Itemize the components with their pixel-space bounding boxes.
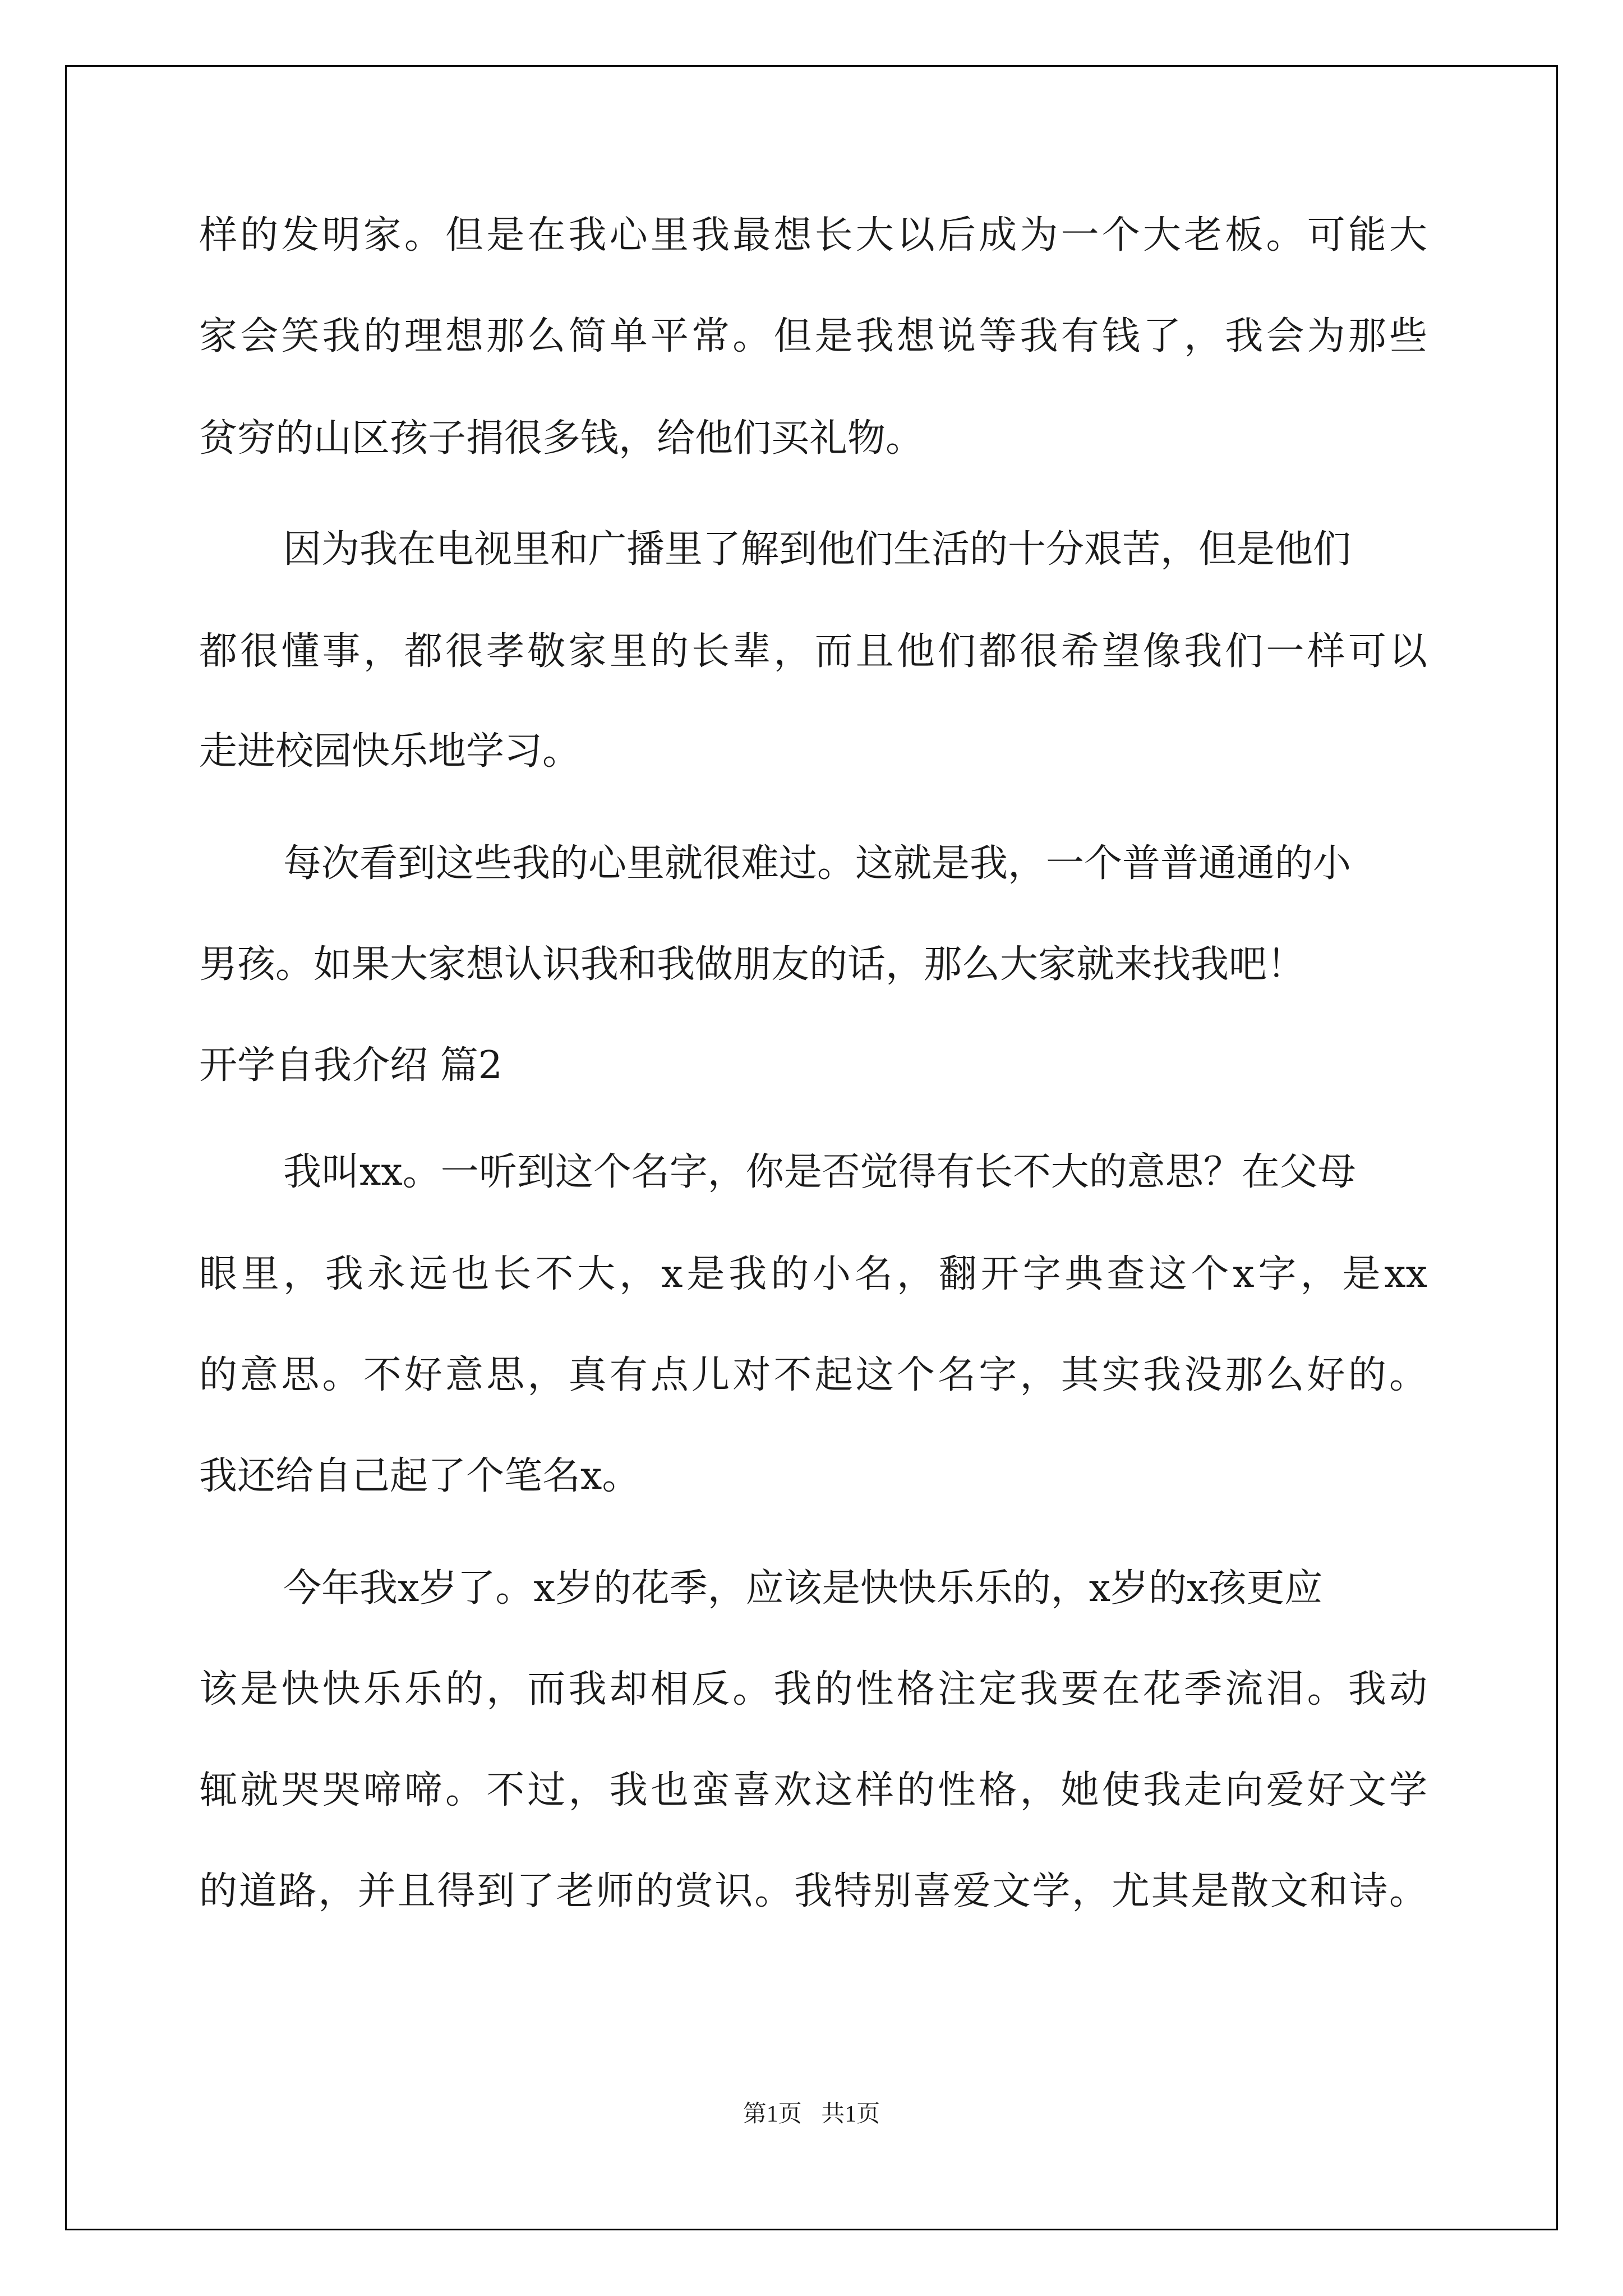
paragraph-line: 辄就哭哭啼啼。不过，我也蛮喜欢这样的性格，她使我走向爱好文学 bbox=[199, 1768, 1427, 1812]
paragraph-line: 贫穷的山区孩子捐很多钱，给他们买礼物。 bbox=[199, 416, 924, 461]
paragraph-line: 的道路，并且得到了老师的赏识。我特别喜爱文学，尤其是散文和诗。 bbox=[199, 1869, 1427, 1913]
paragraph-line: 今年我x岁了。x岁的花季，应该是快快乐乐的，x岁的x孩更应 bbox=[283, 1566, 1323, 1611]
paragraph-line: 我叫xx。一听到这个名字，你是否觉得有长不大的意思？在父母 bbox=[283, 1150, 1356, 1194]
paragraph-line: 都很懂事，都很孝敬家里的长辈，而且他们都很希望像我们一样可以 bbox=[199, 629, 1427, 674]
paragraph-line: 样的发明家。但是在我心里我最想长大以后成为一个大老板。可能大 bbox=[199, 213, 1427, 257]
paragraph-line: 家会笑我的理想那么简单平常。但是我想说等我有钱了，我会为那些 bbox=[199, 314, 1427, 358]
paragraph-line: 每次看到这些我的心里就很难过。这就是我，一个普普通通的小 bbox=[283, 841, 1352, 886]
paragraph-line: 我还给自己起了个笔名x。 bbox=[199, 1454, 640, 1498]
page-footer bbox=[0, 2095, 1623, 2129]
paragraph-line: 的意思。不好意思，真有点儿对不起这个名字，其实我没那么好的。 bbox=[199, 1353, 1427, 1397]
page-number: 第1页 bbox=[743, 2101, 802, 2127]
paragraph-line: 男孩。如果大家想认识我和我做朋友的话，那么大家就来找我吧！ bbox=[199, 942, 1306, 987]
paragraph-line: 眼里，我永远也长不大，x是我的小名，翻开字典查这个x字，是xx bbox=[199, 1252, 1427, 1296]
section-heading: 开学自我介绍 篇2 bbox=[199, 1043, 502, 1088]
paragraph-line: 因为我在电视里和广播里了解到他们生活的十分艰苦，但是他们 bbox=[283, 527, 1352, 572]
paragraph-line: 该是快快乐乐的，而我却相反。我的性格注定我要在花季流泪。我动 bbox=[199, 1667, 1427, 1711]
paragraph-line: 走进校园快乐地学习。 bbox=[199, 729, 581, 774]
page-total: 共1页 bbox=[821, 2101, 880, 2127]
